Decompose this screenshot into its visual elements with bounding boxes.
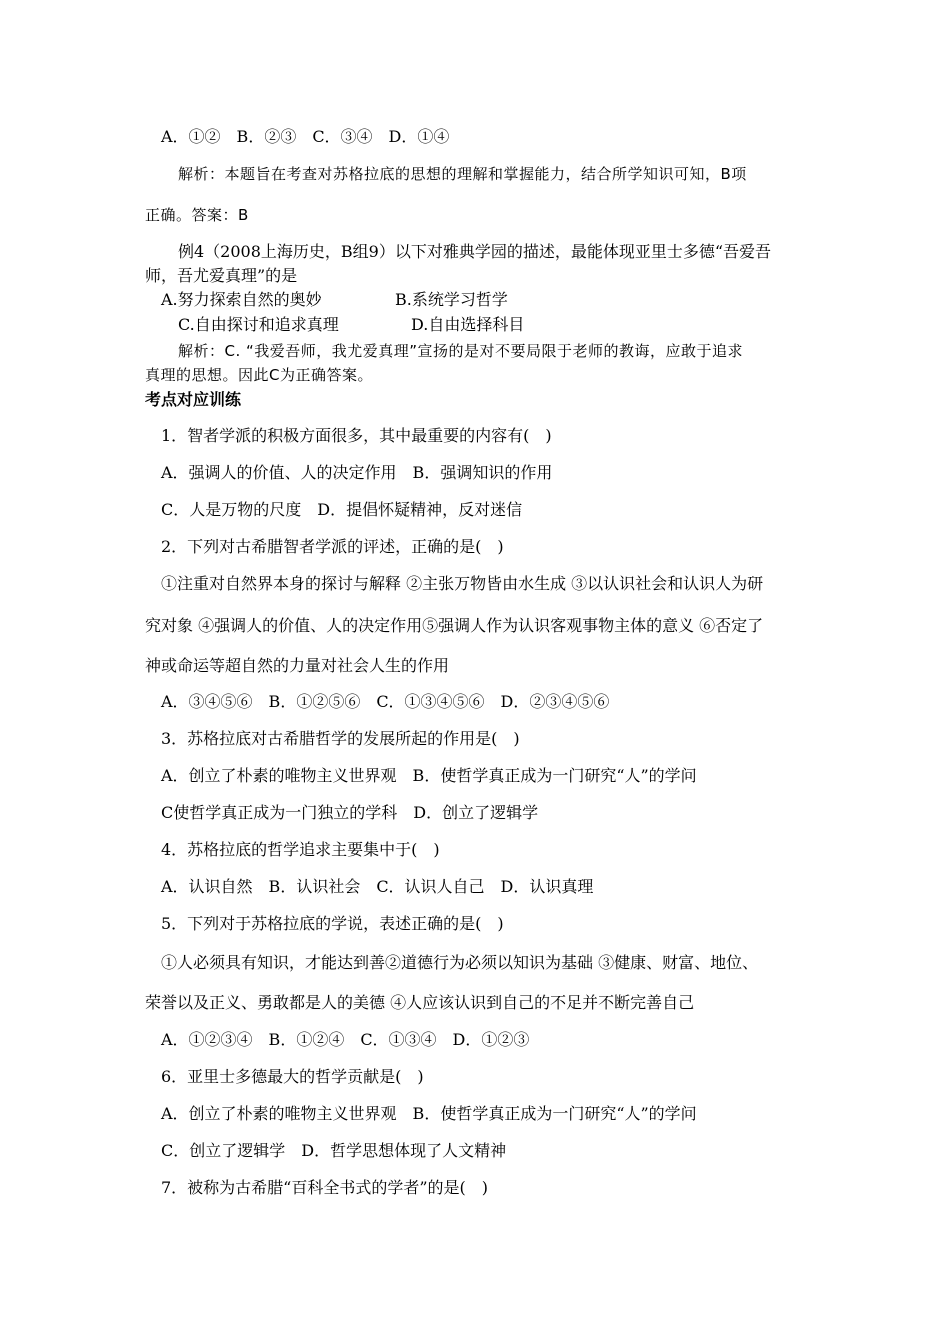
question-6-options-cd: C．创立了逻辑学 D．哲学思想体现了人文精神 — [161, 1141, 507, 1160]
example-4-option-c: C.自由探讨和追求真理 — [178, 315, 339, 334]
question-5-statements-line-2: 荣誉以及正义、勇敢都是人的美德 ④人应该认识到自己的不足并不断完善自己 — [145, 993, 695, 1012]
question-6: 6．亚里士多德最大的哲学贡献是( ) — [161, 1067, 424, 1086]
analysis-answer-line: 正确。答案：B — [145, 206, 249, 224]
question-7: 7．被称为古希腊“百科全书式的学者”的是( ) — [161, 1178, 489, 1197]
example-4-option-a: A.努力探索自然的奥妙 — [161, 290, 322, 309]
question-2-options: A．③④⑤⑥ B．①②⑤⑥ C．①③④⑤⑥ D．②③④⑤⑥ — [161, 692, 610, 711]
analysis-line: 解析：本题旨在考查对苏格拉底的思想的理解和掌握能力，结合所学知识可知，B项 — [178, 165, 747, 183]
question-5-statements-line-1: ①人必须具有知识，才能达到善②道德行为必须以知识为基础 ③健康、财富、地位、 — [161, 953, 759, 972]
question-2-statements-line-1: ①注重对自然界本身的探讨与解释 ②主张万物皆由水生成 ③以认识社会和认识人为研 — [161, 574, 764, 593]
example-options-line: A．①② B．②③ C．③④ D．①④ — [161, 127, 450, 146]
section-heading: 考点对应训练 — [145, 390, 242, 409]
question-3: 3．苏格拉底对古希腊哲学的发展所起的作用是( ) — [161, 729, 520, 748]
question-3-options-ab: A．创立了朴素的唯物主义世界观 B．使哲学真正成为一门研究“人”的学问 — [161, 766, 697, 785]
example-4-analysis-line-2: 真理的思想。因此C为正确答案。 — [145, 366, 373, 384]
question-4: 4．苏格拉底的哲学追求主要集中于( ) — [161, 840, 440, 859]
question-1-options-cd: C．人是万物的尺度 D．提倡怀疑精神，反对迷信 — [161, 500, 523, 519]
question-4-options: A．认识自然 B．认识社会 C．认识人自己 D．认识真理 — [161, 877, 594, 896]
question-6-options-ab: A．创立了朴素的唯物主义世界观 B．使哲学真正成为一门研究“人”的学问 — [161, 1104, 697, 1123]
example-4-analysis-line: 解析：C. “我爱吾师，我尤爱真理”宣扬的是对不要局限于老师的教诲，应敢于追求 — [178, 342, 744, 360]
question-2: 2．下列对古希腊智者学派的评述，正确的是( ) — [161, 537, 504, 556]
example-4-option-b: B.系统学习哲学 — [395, 290, 508, 309]
question-1: 1．智者学派的积极方面很多，其中最重要的内容有( ) — [161, 426, 552, 445]
example-4-stem-line-2: 师，吾尤爱真理”的是 — [145, 266, 298, 285]
question-3-options-cd: C使哲学真正成为一门独立的学科 D．创立了逻辑学 — [161, 803, 539, 822]
question-5: 5．下列对于苏格拉底的学说，表述正确的是( ) — [161, 914, 504, 933]
question-2-statements-line-3: 神或命运等超自然的力量对社会人生的作用 — [145, 656, 450, 675]
question-1-options-ab: A．强调人的价值、人的决定作用 B．强调知识的作用 — [161, 463, 553, 482]
example-4-stem-line: 例4（2008上海历史，B组9）以下对雅典学园的描述，最能体现亚里士多德“吾爱吾 — [178, 242, 772, 261]
question-2-statements-line-2: 究对象 ④强调人的价值、人的决定作用⑤强调人作为认识客观事物主体的意义 ⑥否定了 — [145, 616, 764, 635]
question-5-options: A．①②③④ B．①②④ C．①③④ D．①②③ — [161, 1030, 530, 1049]
example-4-option-d: D.自由选择科目 — [411, 315, 525, 334]
